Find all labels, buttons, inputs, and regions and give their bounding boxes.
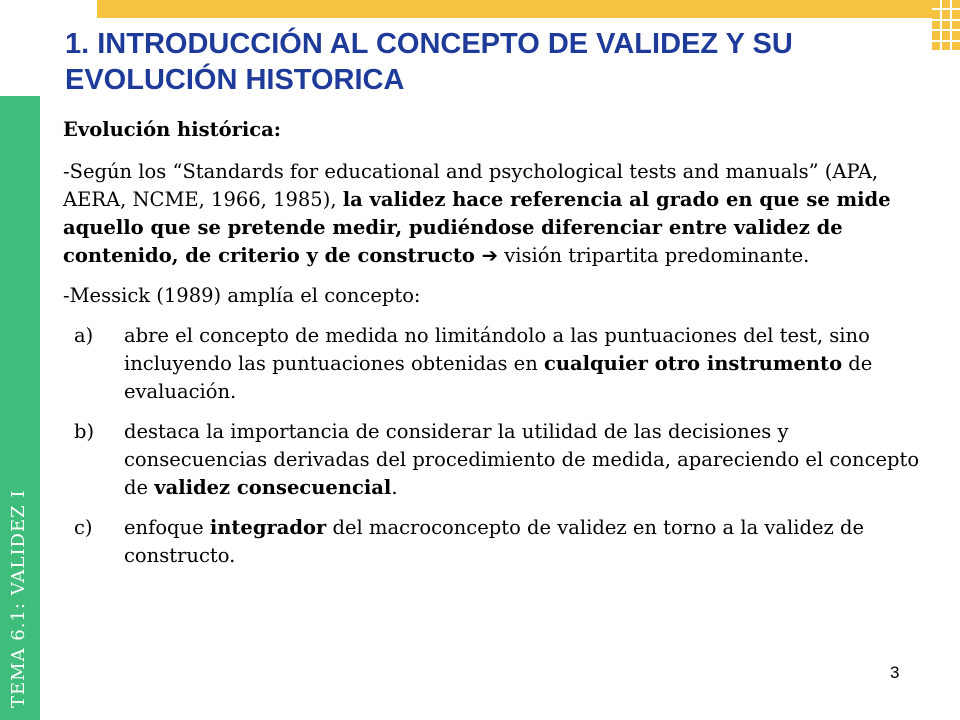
list-marker: c) bbox=[74, 516, 93, 539]
slide-title: 1. INTRODUCCIÓN AL CONCEPTO DE VALIDEZ Y SU EVOLUCIÓN HISTORICA bbox=[65, 28, 793, 96]
side-topic-label: TEMA 6.1: VALIDEZ I bbox=[8, 489, 29, 708]
list-item-text-part: del macroconcepto de validez en torno a la validez de constructo. bbox=[124, 516, 865, 567]
list-item-text-part: de evaluación. bbox=[124, 352, 873, 403]
list-item-text-part: abre el concepto de medida no limitándolo a las puntuaciones del test, sino incluyendo las puntuaciones obtenidas en bbox=[124, 324, 870, 375]
paragraph-standards-bold: la validez hace referencia al grado en que se mide aquello que se pretende medir, pudiéndose diferenciar entre validez de contenido, de criterio y de constructo bbox=[63, 188, 891, 267]
paragraph-standards-tail: visión tripartita predominante. bbox=[498, 244, 810, 267]
top-accent-bar bbox=[97, 0, 960, 18]
list-item-text bbox=[124, 418, 943, 502]
list-item-bold: validez consecuencial bbox=[154, 476, 392, 499]
list-item-bold: integrador bbox=[209, 516, 327, 539]
list-item-text-part: destaca la importancia de considerar la utilidad de las decisiones y consecuencias derivadas del procedimiento de medida, apareciendo el concepto de bbox=[124, 420, 920, 499]
list-item bbox=[63, 322, 943, 406]
corner-grid-decoration bbox=[932, 0, 960, 50]
list-item-bold: cualquier otro instrumento bbox=[543, 352, 843, 375]
list-marker: b) bbox=[74, 420, 95, 443]
list-item-text-part: . bbox=[391, 476, 398, 499]
list-item bbox=[63, 418, 943, 502]
paragraph-standards-text: -Según los “Standards for educational and psychological tests and manuals” (APA, AERA, NCME, 1966, 1985), bbox=[63, 160, 879, 211]
list-item-text bbox=[124, 322, 943, 406]
list-item bbox=[63, 514, 943, 570]
list-item-text-part: enfoque bbox=[124, 516, 210, 539]
paragraph-standards bbox=[63, 158, 943, 270]
slide-body bbox=[63, 116, 943, 582]
page-number: 3 bbox=[890, 663, 900, 682]
list-marker: a) bbox=[74, 324, 94, 347]
arrow-right-icon: ➔ bbox=[481, 244, 499, 267]
list-item-text bbox=[124, 514, 943, 570]
section-heading: Evolución histórica: bbox=[63, 118, 282, 141]
paragraph-messick: -Messick (1989) amplía el concepto: bbox=[63, 284, 421, 307]
